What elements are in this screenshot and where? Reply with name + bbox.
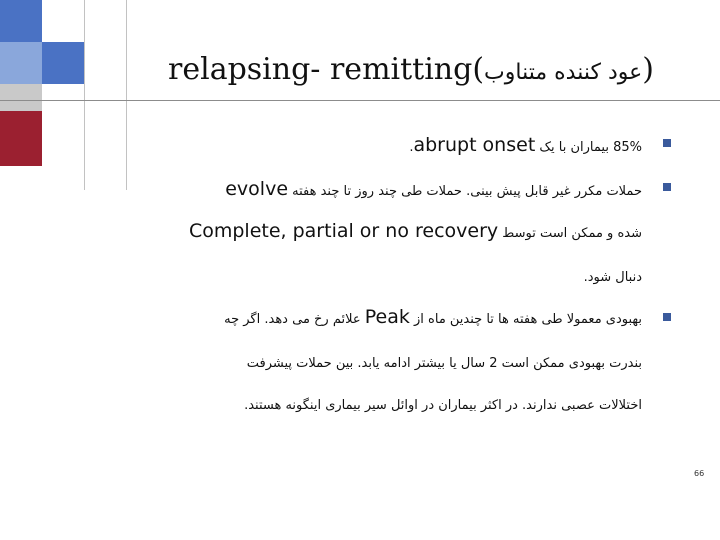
bullet-text: بندرت بهبودی ممکن است 2 سال یا بیشتر ادامه یابد. بین حملات پیشرفت xyxy=(246,356,642,371)
bullet-text: شده و ممکن است توسط Complete, partial or no recovery xyxy=(188,220,642,242)
bullet-square-icon xyxy=(663,183,671,191)
decor-square-light-blue xyxy=(0,42,42,84)
bullet-text: اختلالات عصبی ندارند. در اکثر بیماران در اوائل سیر بیماری اینگونه هستند. xyxy=(244,398,642,413)
title-english: relapsing- remitting( xyxy=(168,52,485,87)
bullet-text: بهبودی معمولا طی هفته ها تا چندین ماه از Peak علائم رخ می دهد. اگر چه xyxy=(224,306,642,328)
decor-vertical-line xyxy=(84,0,85,190)
title-divider xyxy=(0,100,720,101)
slide-number: 66 xyxy=(694,469,705,478)
decor-square-blue xyxy=(42,42,84,84)
bullet-square-icon xyxy=(663,139,671,147)
bullet-text: 85% بیماران با یک abrupt onset. xyxy=(409,134,642,156)
bullet-square-icon xyxy=(663,313,671,321)
decor-square-red xyxy=(0,111,42,166)
decor-square-blue xyxy=(0,0,42,42)
title-paren: ) xyxy=(642,52,654,87)
slide-title xyxy=(168,52,654,87)
decor-vertical-line xyxy=(126,0,127,190)
bullet-text: دنبال شود. xyxy=(583,270,642,285)
bullet-text: حملات مکرر غیر قابل پیش بینی. حملات طی چند روز تا چند هفته evolve xyxy=(225,178,642,200)
decor-square-gray xyxy=(0,84,42,111)
title-persian: عود کننده متناوب xyxy=(484,60,643,85)
